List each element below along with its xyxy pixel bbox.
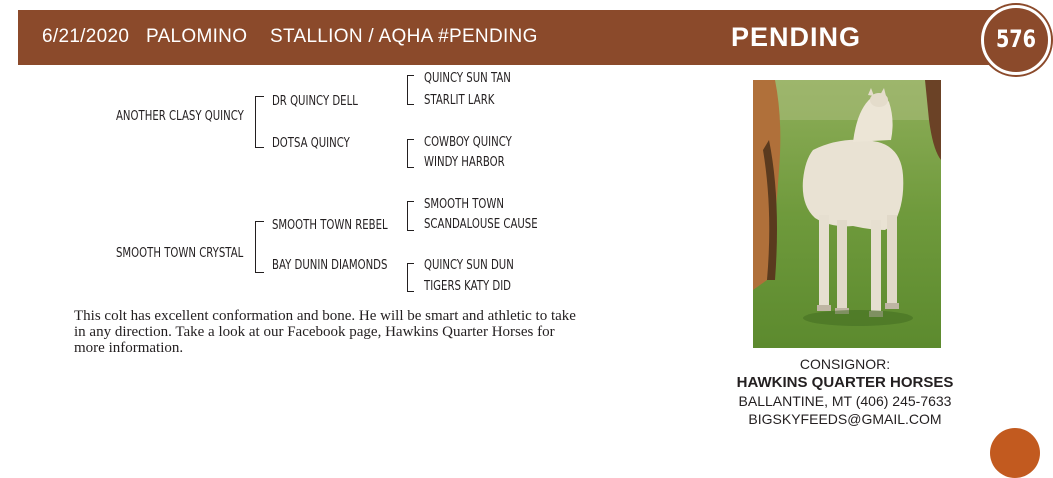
pedigree-sire: ANOTHER CLASY QUINCY xyxy=(116,109,244,124)
description-line: This colt has excellent conformation and bone. He will be smart and athletic to take xyxy=(74,308,576,324)
pedigree-dds: QUINCY SUN DUN xyxy=(424,258,514,273)
header-underline xyxy=(18,62,1018,65)
decorative-circle xyxy=(990,428,1040,478)
horse-color: PALOMINO xyxy=(146,26,248,47)
lot-number: 576 xyxy=(995,25,1037,53)
pedigree-ssd: STARLIT LARK xyxy=(424,93,495,108)
consignor-location: BALLANTINE, MT (406) 245-7633 xyxy=(738,393,952,409)
description-line: more information. xyxy=(74,340,184,356)
pedigree-dam: SMOOTH TOWN CRYSTAL xyxy=(116,246,244,261)
pedigree-bracket xyxy=(255,96,264,148)
consignor-email: BIGSKYFEEDS@GMAIL.COM xyxy=(748,411,942,427)
pedigree-dss: SMOOTH TOWN xyxy=(424,197,504,212)
pedigree-bracket xyxy=(407,139,414,168)
pedigree-sds: COWBOY QUINCY xyxy=(424,135,512,150)
pedigree-bracket xyxy=(407,75,414,105)
horse-name: PENDING xyxy=(731,22,862,52)
description xyxy=(74,308,654,356)
pedigree-sss: QUINCY SUN TAN xyxy=(424,71,511,86)
pedigree-bracket xyxy=(255,221,264,273)
pedigree-ddd: TIGERS KATY DID xyxy=(424,279,511,294)
pedigree-bracket xyxy=(407,201,414,231)
pedigree-sdd: WINDY HARBOR xyxy=(424,155,505,170)
consignor-name: HAWKINS QUARTER HORSES xyxy=(736,374,954,391)
pedigree-bracket xyxy=(407,263,414,292)
consignor-label: CONSIGNOR: xyxy=(799,356,891,372)
foal-date: 6/21/2020 xyxy=(42,26,130,47)
pedigree-dam-dam: BAY DUNIN DIAMONDS xyxy=(272,258,388,273)
pedigree-dsd: SCANDALOUSE CAUSE xyxy=(424,217,538,232)
pedigree-dam-sire: SMOOTH TOWN REBEL xyxy=(272,218,388,233)
pedigree-sire-dam: DOTSA QUINCY xyxy=(272,136,350,151)
lot-badge xyxy=(981,5,1051,75)
pedigree-sire-sire: DR QUINCY DELL xyxy=(272,94,358,109)
sex-registry: STALLION / AQHA #PENDING xyxy=(270,26,538,47)
horse-photo xyxy=(753,80,941,348)
description-line: in any direction. Take a look at our Facebook page, Hawkins Quarter Horses for xyxy=(74,324,555,340)
